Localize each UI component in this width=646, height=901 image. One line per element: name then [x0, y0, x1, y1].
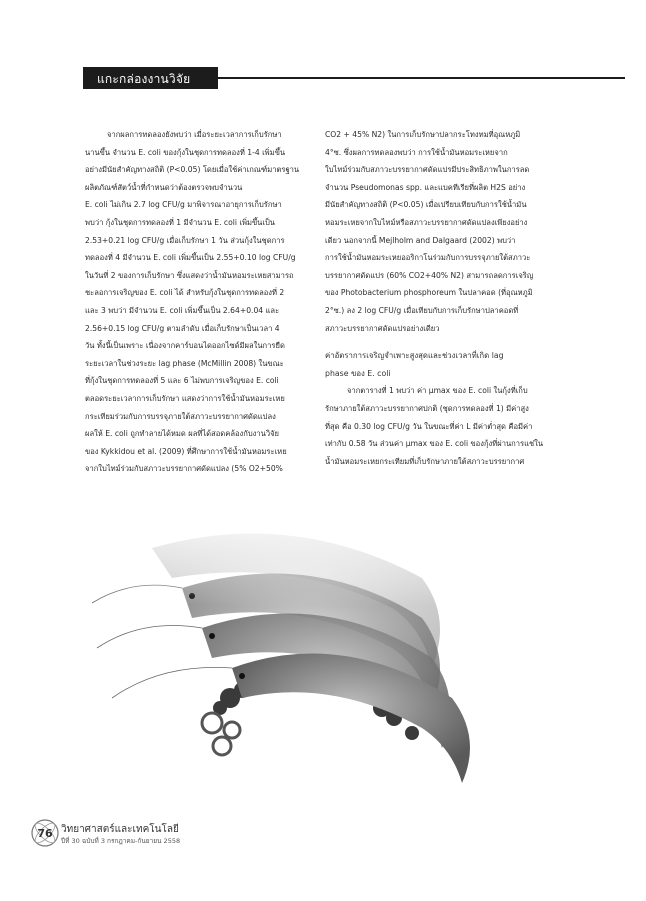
right-text-column: [325, 126, 577, 470]
text-line: น้ำมันหอมระเหยกระเทียมที่เก็บรักษาภายใต้สภาวะบรรยากาศ: [325, 456, 525, 466]
text-line: E. coli ไม่เกิน 2.7 log CFU/g มาพิจารณาอายุการเก็บรักษา: [85, 200, 282, 210]
text-line: เท่ากับ 0.58 วัน ส่วนค่า μmax ของ E. coli ของกุ้งที่ผ่านการแช่ใน: [325, 439, 544, 449]
text-line: หอมระเหยจากใบไทม์หรือสภาวะบรรยากาศดัดแปลงเพียงอย่าง: [325, 217, 528, 227]
text-line: การใช้น้ำมันหอมระเหยออริกาโนร่วมกับการบรรจุภายใต้สภาวะ: [325, 253, 531, 263]
text-line: ใบไทม์ร่วมกับสภาวะบรรยากาศดัดแปรมีประสิทธิภาพในการลด: [325, 165, 530, 175]
text-line: บรรยากาศดัดแปร (60% CO2+40% N2) สามารถลดการเจริญ: [325, 270, 534, 280]
paragraph-spacer: [325, 337, 577, 347]
text-line: CO2 + 45% N2) ในการเก็บรักษาปลากระโทงทมที่อุณหภูมิ: [325, 130, 521, 139]
page-number: 76: [37, 827, 53, 840]
text-line: 2.53+0.21 log CFU/g เมื่อเก็บรักษา 1 วัน ส่วนกุ้งในชุดการ: [85, 235, 285, 245]
text-line: ชะลอการเจริญของ E. coli ได้ สำหรับกุ้งในชุดการทดลองที่ 2: [85, 288, 285, 298]
section-heading: ค่าอัตราการเจริญจำเพาะสูงสุดและช่วงเวลาที่เกิด lag: [325, 351, 504, 361]
text-line: พบว่า กุ้งในชุดการทดลองที่ 1 มีจำนวน E. coli เพิ่มขึ้นเป็น: [85, 217, 275, 227]
text-line: อย่างมีนัยสำคัญทางสถิติ (P<0.05) โดยเมื่อใช้ค่าเกณฑ์มาตรฐาน: [85, 165, 300, 175]
text-line: เดียว นอกจากนี้ Mejlholm and Dalgaard (2002) พบว่า: [325, 235, 516, 245]
text-line: 2°ซ.) ลง 2 log CFU/g เมื่อเทียบกับการเก็บรักษาปลาคอดที่: [325, 305, 519, 315]
text-line: จำนวน Pseudomonas spp. และแบคทีเรียที่ผลิต H2S อย่าง: [325, 182, 526, 192]
text-line: ผลให้ E. coli ถูกทำลายได้หมด ผลที่ได้สอดคล้องกับงานวิจัย: [85, 429, 279, 439]
text-line: นานขึ้น จำนวน E. coli ของกุ้งในชุดการทดลองที่ 1-4 เพิ่มขึ้น: [85, 147, 286, 157]
text-line: และ 3 พบว่า มีจำนวน E. coli เพิ่มขึ้นเป็น 2.64+0.04 และ: [85, 305, 280, 315]
shrimp-photo: [92, 508, 492, 788]
text-line: ในวันที่ 2 ของการเก็บรักษา ซึ่งแสดงว่าน้ำมันหอมระเหยสามารถ: [85, 270, 294, 280]
text-line: กระเทียมร่วมกับการบรรจุภายใต้สภาวะบรรยากาศดัดแปลง: [85, 411, 276, 421]
header-rule: [218, 77, 625, 79]
text-line: จากตารางที่ 1 พบว่า ค่า μmax ของ E. coli ในกุ้งที่เก็บ: [347, 386, 528, 396]
section-header-bar: [83, 67, 218, 89]
text-line: สภาวะบรรยากาศดัดแปรอย่างเดียว: [325, 323, 440, 333]
text-line: ที่กุ้งในชุดการทดลองที่ 5 และ 6 ไม่พบการเจริญของ E. coli: [85, 376, 279, 386]
text-line: ผลิตภัณฑ์สัตว์น้ำที่กำหนดว่าต้องตรวจพบจำนวน: [85, 182, 243, 192]
journal-issue: ปีที่ 30 ฉบับที่ 3 กรกฎาคม-กันยายน 2558: [61, 837, 181, 845]
text-line: จากใบไทม์ร่วมกับสภาวะบรรยากาศดัดแปลง (5% O2+50%: [85, 464, 283, 474]
text-line: ที่สุด คือ 0.30 log CFU/g วัน ในขณะที่ค่า L มีค่าต่ำสุด คือมีค่า: [325, 421, 533, 431]
journal-title: วิทยาศาสตร์และเทคโนโลยี: [61, 824, 179, 835]
text-line: จากผลการทดลองยังพบว่า เมื่อระยะเวลาการเก็บรักษา: [107, 130, 282, 139]
text-line: วัน ทั้งนี้เป็นเพราะ เนื่องจากคาร์บอนไดออกไซด์มีผลในการยืด: [85, 341, 285, 351]
text-line: 2.56+0.15 log CFU/g ตามลำดับ เมื่อเก็บรักษาเป็นเวลา 4: [85, 323, 280, 333]
section-heading: phase ของ E. coli: [325, 368, 391, 378]
text-line: ระยะเวลาในช่วงระยะ lag phase (McMillin 2008) ในขณะ: [85, 358, 284, 368]
left-text-column: [85, 126, 337, 478]
text-line: ของ Kykkidou et al. (2009) ที่ศึกษาการใช้น้ำมันหอมระเหย: [85, 446, 287, 456]
text-line: มีนัยสำคัญทางสถิติ (P<0.05) เมื่อเปรียบเทียบกับการใช้น้ำมัน: [325, 200, 527, 210]
section-title: แกะกล่องงานวิจัย: [97, 72, 191, 86]
text-line: ของ Photobacterium phosphoreum ในปลาคอด (ที่อุณหภูมิ: [325, 288, 533, 298]
text-line: ทดลองที่ 4 มีจำนวน E. coli เพิ่มขึ้นเป็น 2.55+0.10 log CFU/g: [85, 253, 296, 263]
text-line: 4°ซ. ซึ่งผลการทดลองพบว่า การใช้น้ำมันหอมระเหยจาก: [325, 147, 508, 157]
text-line: ตลอดระยะเวลาการเก็บรักษา แสดงว่าการใช้น้ำมันหอมระเหย: [85, 393, 285, 403]
text-line: รักษาภายใต้สภาวะบรรยากาศปกติ (ชุดการทดลองที่ 1) มีค่าสูง: [325, 403, 529, 413]
